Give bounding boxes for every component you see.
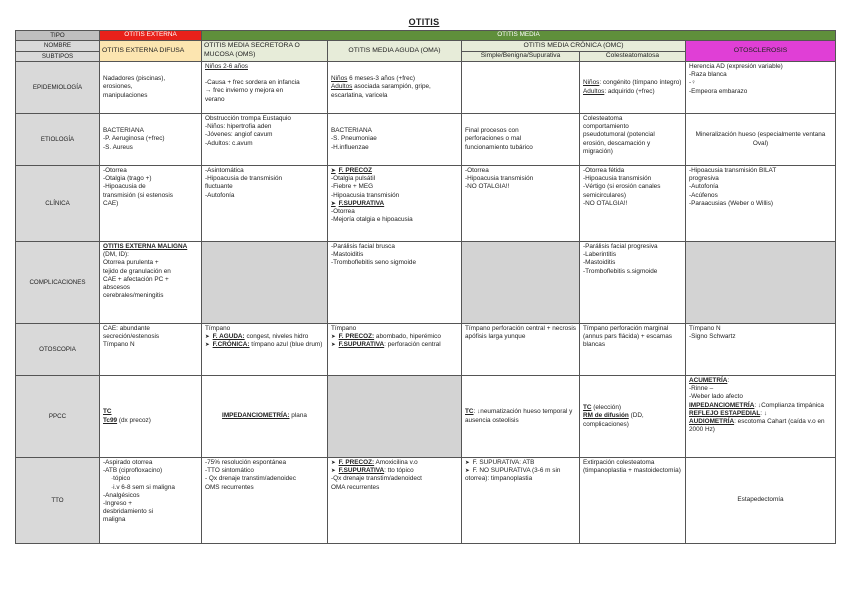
text-line: ·i.v 6-8 sem si maligna bbox=[111, 483, 175, 491]
text-span: : congénito (tímpano íntegro) bbox=[599, 79, 682, 87]
row-epidemiologia bbox=[16, 62, 836, 114]
ppcc-oma-empty bbox=[328, 376, 462, 458]
row-label-otoscopia: OTOSCOPIA bbox=[16, 324, 100, 376]
text-line: OMA recurrentes bbox=[331, 483, 380, 491]
text-line: BACTERIANA bbox=[331, 127, 372, 135]
row-tto bbox=[16, 458, 836, 544]
epi-coleste bbox=[580, 62, 686, 114]
text-span: : tto tópico bbox=[384, 467, 414, 475]
text-span: Adultos bbox=[331, 83, 353, 91]
text-line: desbridamiento si bbox=[103, 508, 154, 516]
text-span: : ↓neumatización hueso temporal y ausencia osteolisis bbox=[465, 408, 573, 424]
text-line bbox=[689, 418, 832, 434]
text-line: -75% resolución espontánea bbox=[205, 459, 287, 466]
text-line: -Vértigo (si erosión canales bbox=[583, 183, 661, 191]
text-span: ACUMETRÍA bbox=[689, 377, 728, 384]
text-line: ➤ F. NO SUPURATIVA (3-6 m sin otorrea): timpanoplastia bbox=[465, 467, 576, 483]
ppcc-simple bbox=[462, 376, 580, 458]
text-line: -Tromboflebitis seno sigmoide bbox=[331, 259, 417, 267]
text-line: -P. Aeruginosa (+frec) bbox=[103, 135, 165, 143]
text-line: ➤ F.SUPURATIVA bbox=[331, 200, 458, 208]
text-span: AUDIOMETRÍA bbox=[689, 417, 735, 425]
text-line: -Mastoiditis bbox=[583, 259, 616, 267]
tto-oe bbox=[100, 458, 202, 544]
row-complicaciones bbox=[16, 242, 836, 324]
text-line: ·tópico bbox=[111, 475, 131, 483]
subtipos-label: SUBTIPOS bbox=[16, 52, 100, 62]
text-line: manipulaciones bbox=[103, 91, 148, 99]
text-line: migración) bbox=[583, 147, 613, 155]
row-label-tto: TTO bbox=[16, 458, 100, 544]
row-otoscopia bbox=[16, 324, 836, 376]
text-span: tímpano azul (blue drum) bbox=[249, 341, 323, 349]
text-line: -Hipoacusia de transmisión bbox=[205, 175, 283, 183]
tto-coleste: Extirpación colesteatoma (timpanoplastia + mastoidectomía) bbox=[580, 458, 686, 544]
text-line: -Ingreso + bbox=[103, 499, 132, 507]
text-line bbox=[583, 79, 682, 87]
text-span: (elección) bbox=[591, 404, 622, 412]
text-line: -Niños: hipertrofia aden bbox=[205, 123, 272, 131]
tipo-row bbox=[16, 31, 836, 41]
nombre-row bbox=[16, 41, 836, 52]
text-line bbox=[689, 402, 832, 410]
text-span: 6 meses-3 años (+frec) bbox=[347, 75, 416, 83]
comp-coleste bbox=[580, 242, 686, 324]
oto-simple: Tímpano perforación central + necrosis apófisis larga yunque bbox=[462, 324, 580, 376]
text-line: -Otalgia pulsátil bbox=[331, 175, 376, 183]
text-line: verano bbox=[205, 95, 225, 103]
text-span: (DD, complicaciones) bbox=[583, 412, 644, 428]
tto-oma bbox=[328, 458, 462, 544]
text-line: - Qx drenaje transtim/adenoidec bbox=[205, 475, 296, 483]
text-line: -Hipoacusia de bbox=[103, 183, 146, 191]
text-span: OTITIS EXTERNA MALIGNA bbox=[103, 243, 188, 250]
text-line: comportamiento bbox=[583, 123, 629, 131]
text-line: -Weber lado afecto bbox=[689, 393, 743, 401]
epi-oe bbox=[100, 62, 202, 114]
text-line: -Empeora embarazo bbox=[689, 87, 748, 95]
text-span: : adquirido (+frec) bbox=[604, 87, 655, 95]
text-line: Final procesos con bbox=[465, 127, 519, 135]
text-line: abscesos bbox=[103, 283, 130, 291]
text-line: perforaciones o mal bbox=[465, 135, 522, 143]
text-span: asociada sarampión, gripe, escarlatina, varicela bbox=[331, 83, 431, 99]
text-line: CAE) bbox=[103, 199, 119, 207]
text-line bbox=[205, 341, 324, 349]
text-span: IMPEDANCIOMETRÍA bbox=[689, 401, 755, 409]
oto-oms bbox=[202, 324, 328, 376]
cli-simple bbox=[462, 166, 580, 242]
text-line: tejido de granulación en bbox=[103, 267, 171, 275]
nombre-oe: OTITIS EXTERNA DIFUSA bbox=[100, 41, 202, 62]
text-span: : ↓ bbox=[760, 409, 768, 417]
text-line: -Causa + frec sordera en infancia bbox=[205, 79, 300, 87]
row-label-epidemiologia: EPIDEMIOLOGÍA bbox=[16, 62, 100, 114]
text-line: Tímpano bbox=[331, 325, 357, 332]
text-line: Otorrea purulenta + bbox=[103, 259, 159, 267]
text-span: congest, niveles hidro bbox=[244, 333, 309, 341]
text-line: → frec invierno y mejora en bbox=[205, 87, 284, 95]
nombre-oma: OTITIS MEDIA AGUDA (OMA) bbox=[328, 41, 462, 62]
text-line: pseudotumoral (potencial bbox=[583, 131, 655, 139]
text-line: Herencia AD (expresión variable) bbox=[689, 63, 783, 70]
text-line: -Hipoacusia transmisión bbox=[583, 175, 652, 183]
text-line: cerebrales/meningitis bbox=[103, 292, 164, 300]
text-span: F. AGUDA: bbox=[212, 333, 245, 341]
text-line: -S. Aureus bbox=[103, 143, 133, 151]
text-line bbox=[583, 88, 682, 96]
text-line bbox=[331, 333, 458, 341]
otitis-table bbox=[15, 30, 836, 544]
text-line: -ATB (ciprofloxacino) bbox=[103, 467, 163, 475]
epi-oma bbox=[328, 62, 462, 114]
text-span: (DM, ID): bbox=[103, 251, 129, 259]
text-line bbox=[331, 75, 458, 83]
row-label-clinica: CLÍNICA bbox=[16, 166, 100, 242]
text-span: F.CRÓNICA: bbox=[212, 341, 250, 349]
text-line: -Adultos: c.avum bbox=[205, 139, 253, 147]
text-line: -Raza blanca bbox=[689, 71, 727, 79]
text-line: -H.influenzae bbox=[331, 143, 369, 151]
text-line: -Mejoría otalgia e hipoacusia bbox=[331, 216, 413, 224]
page-title: OTITIS bbox=[408, 17, 440, 27]
text-line: -NO OTALGIA!! bbox=[465, 183, 510, 191]
row-clinica bbox=[16, 166, 836, 242]
text-line: Tímpano N bbox=[103, 341, 135, 349]
text-span: Adultos bbox=[583, 87, 605, 95]
subtipo-colesteatomatosa: Colesteatomatosa bbox=[580, 52, 686, 62]
text-span: Amoxicilina v.o bbox=[374, 459, 418, 466]
text-line: -Mastoiditis bbox=[331, 251, 364, 259]
text-line: semicirculares) bbox=[583, 191, 626, 199]
text-line: CAE + afectación PC + bbox=[103, 275, 169, 283]
text-span: IMPEDANCIOMETRÍA: bbox=[222, 412, 290, 420]
ppcc-coleste bbox=[580, 376, 686, 458]
tto-oto: Estapedectomía bbox=[686, 458, 836, 544]
row-etiologia bbox=[16, 114, 836, 166]
eti-oto: Mineralización hueso (especialmente ventana Oval) bbox=[686, 114, 836, 166]
text-line: -Otorrea bbox=[331, 207, 355, 215]
text-line: fluctuante bbox=[205, 183, 233, 191]
oto-coleste: Tímpano perforación marginal (annus pars flácida) + escamas blancas bbox=[580, 324, 686, 376]
text-line: erosiones, bbox=[103, 83, 133, 91]
text-span: Tc99 bbox=[103, 416, 118, 424]
text-line: -Autofonía bbox=[689, 183, 719, 191]
row-ppcc bbox=[16, 376, 836, 458]
text-line: Niños 2-6 años bbox=[205, 63, 248, 70]
text-line: -Paraacusias (Weber o Willis) bbox=[689, 199, 774, 207]
comp-oto-empty bbox=[686, 242, 836, 324]
text-line: -Acúfenos bbox=[689, 191, 718, 199]
text-line: -TTO sintomático bbox=[205, 467, 254, 475]
text-line: -Jóvenes: angiof cavum bbox=[205, 131, 273, 139]
comp-simple-empty bbox=[462, 242, 580, 324]
tto-simple bbox=[462, 458, 580, 544]
text-line: CAE: abundante bbox=[103, 325, 150, 332]
text-line bbox=[103, 417, 198, 425]
text-line: -NO OTALGIA!! bbox=[583, 199, 628, 207]
text-span: (dx precoz) bbox=[117, 416, 151, 424]
text-line: -Hipoacusia transmisión bbox=[465, 175, 534, 183]
text-span: : perforación central bbox=[384, 341, 441, 349]
eti-oe bbox=[100, 114, 202, 166]
eti-oma bbox=[328, 114, 462, 166]
text-line: -Asintomática bbox=[205, 167, 244, 174]
text-line: -Aspirado otorrea bbox=[103, 459, 153, 466]
cli-oe bbox=[100, 166, 202, 242]
nombre-otosclerosis: OTOSCLEROSIS bbox=[686, 41, 836, 62]
text-span: : bbox=[727, 377, 730, 384]
text-line: -Otorrea fétida bbox=[583, 167, 625, 174]
text-line: -Otalgia (trago +) bbox=[103, 175, 152, 183]
nombre-label: NOMBRE bbox=[16, 41, 100, 52]
text-line: funcionamiento tubárico bbox=[465, 143, 533, 151]
text-line bbox=[583, 412, 682, 428]
text-line: -S. Pneumoniae bbox=[331, 135, 377, 143]
tipo-otitis-media: OTITIS MEDIA bbox=[202, 31, 836, 41]
text-line: transmisión (si estenosis bbox=[103, 191, 173, 199]
text-line: OMS recurrentes bbox=[205, 483, 254, 491]
text-line: -Parálisis facial brusca bbox=[331, 243, 395, 250]
text-span: plana bbox=[289, 412, 307, 420]
text-line: -♀ bbox=[689, 79, 696, 87]
text-line: maligna bbox=[103, 516, 126, 524]
text-line: -Hipoacusia transmisión BILAT bbox=[689, 167, 777, 174]
eti-coleste bbox=[580, 114, 686, 166]
text-line: -Hipoacusia transmisión bbox=[331, 191, 400, 199]
ppcc-oms bbox=[202, 376, 328, 458]
text-span: F. PRECOZ: bbox=[338, 333, 375, 341]
text-span: : ↓Complianza timpánica bbox=[754, 401, 824, 409]
nombre-omc: OTITIS MEDIA CRÓNICA (OMC) bbox=[462, 41, 686, 52]
text-span: F.SUPURATIVA bbox=[338, 341, 385, 349]
row-label-ppcc: PPCC bbox=[16, 376, 100, 458]
text-span: TC bbox=[465, 408, 474, 416]
text-span: RM de difusión bbox=[583, 412, 629, 420]
text-line bbox=[331, 459, 458, 467]
row-label-etiologia: ETIOLOGÍA bbox=[16, 114, 100, 166]
text-line bbox=[583, 404, 682, 412]
row-label-complicaciones: COMPLICACIONES bbox=[16, 242, 100, 324]
text-line: -Autofonía bbox=[205, 191, 235, 199]
text-line: Tímpano bbox=[205, 325, 231, 332]
subtipo-simple: Simple/Benigna/Supurativa bbox=[462, 52, 580, 62]
text-line: -Rinne – bbox=[689, 385, 714, 393]
cli-oto bbox=[686, 166, 836, 242]
oto-oma bbox=[328, 324, 462, 376]
text-line: -Laberintitis bbox=[583, 251, 617, 259]
text-span: abombado, hiperémico bbox=[374, 333, 441, 341]
text-line bbox=[331, 467, 458, 475]
text-span: Niños bbox=[583, 79, 600, 87]
tipo-label: TIPO bbox=[16, 31, 100, 41]
cli-coleste bbox=[580, 166, 686, 242]
tto-oms bbox=[202, 458, 328, 544]
text-line: Nadadores (piscinas), bbox=[103, 75, 166, 83]
comp-oma bbox=[328, 242, 462, 324]
text-line: TC bbox=[103, 408, 112, 416]
text-line: secreción/estenosis bbox=[103, 333, 160, 341]
text-line: BACTERIANA bbox=[103, 127, 144, 135]
nombre-oms: OTITIS MEDIA SECRETORA O MUCOSA (OMS) bbox=[202, 41, 328, 62]
text-line: ➤ F. SUPURATIVA: ATB bbox=[465, 459, 576, 467]
cli-oma bbox=[328, 166, 462, 242]
text-line: erosión, descamación y bbox=[583, 139, 651, 147]
text-line bbox=[331, 83, 458, 99]
text-span: TC bbox=[583, 404, 592, 412]
text-line: -Fiebre + MEG bbox=[331, 183, 374, 191]
text-line bbox=[689, 377, 832, 385]
text-line: -Parálisis facial progresiva bbox=[583, 243, 658, 250]
text-line: Colesteatoma bbox=[583, 115, 623, 122]
text-line: -Analgésicos bbox=[103, 491, 140, 499]
spacer bbox=[205, 71, 324, 79]
text-line: Tímpano N bbox=[689, 325, 721, 332]
cli-oms bbox=[202, 166, 328, 242]
comp-oe bbox=[100, 242, 202, 324]
text-line bbox=[689, 410, 832, 418]
oto-oe bbox=[100, 324, 202, 376]
epi-oto bbox=[686, 62, 836, 114]
text-line: ➤ F. PRECOZ bbox=[331, 167, 458, 175]
text-span: Niños bbox=[331, 75, 348, 83]
text-line: -Tromboflebitis s.sigmoide bbox=[583, 267, 658, 275]
ppcc-oe bbox=[100, 376, 202, 458]
text-line: Obstrucción trompa Eustaquio bbox=[205, 115, 291, 122]
text-line bbox=[103, 243, 198, 259]
text-span: F. PRECOZ: bbox=[338, 459, 375, 466]
text-line: -Otorrea bbox=[103, 167, 127, 174]
comp-oms-empty bbox=[202, 242, 328, 324]
text-span: REFLEJO ESTAPEDIAL bbox=[689, 409, 761, 417]
eti-oms bbox=[202, 114, 328, 166]
oto-oto bbox=[686, 324, 836, 376]
text-span: : escotoma Cahart (caída v.o en 2000 Hz) bbox=[689, 417, 825, 434]
text-line: progresiva bbox=[689, 175, 719, 183]
text-line: -Otorrea bbox=[465, 167, 489, 174]
text-line bbox=[331, 341, 458, 349]
epi-oms bbox=[202, 62, 328, 114]
ppcc-oto bbox=[686, 376, 836, 458]
text-span: F.SUPURATIVA bbox=[338, 467, 385, 475]
eti-simple bbox=[462, 114, 580, 166]
epi-simple bbox=[462, 62, 580, 114]
text-line: -Qx drenaje transtim/adenoidect bbox=[331, 475, 422, 483]
text-line: -Signo Schwartz bbox=[689, 333, 736, 341]
tipo-otitis-externa: OTITIS EXTERNA bbox=[100, 31, 202, 41]
